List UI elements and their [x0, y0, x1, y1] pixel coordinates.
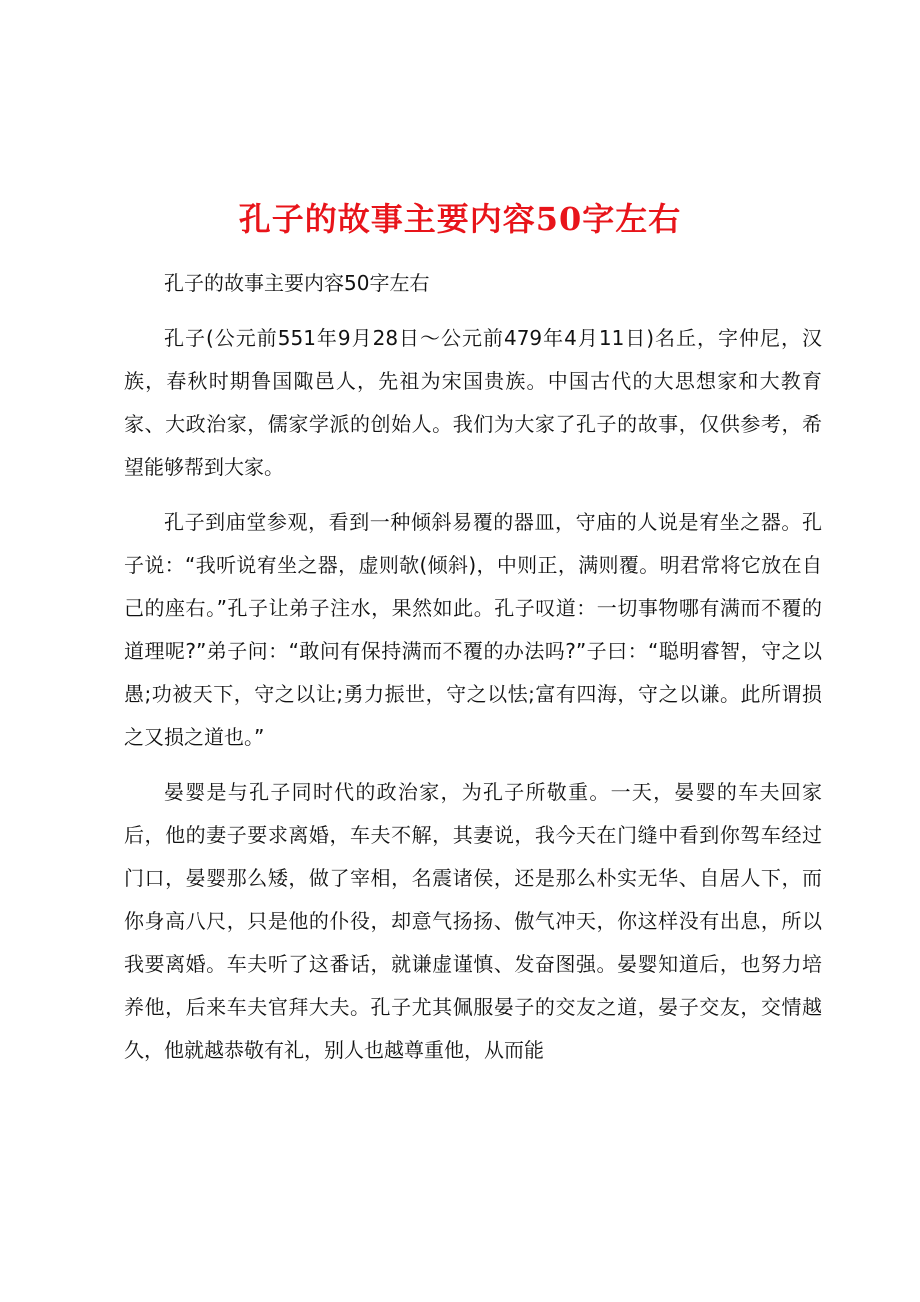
document-body [124, 262, 822, 1084]
paragraph-subtitle: 孔子的故事主要内容50字左右 [164, 271, 430, 295]
document-title: 孔子的故事主要内容50字左右 [238, 200, 682, 238]
paragraph-intro: 孔子(公元前551年9月28日～公元前479年4月11日)名丘，字仲尼，汉族，春秋时期鲁国陬邑人，先祖为宋国贵族。中国古代的大思想家和大教育家、大政治家，儒家学派的创始人。我们为大家了孔子的故事，仅供参考，希望能够帮到大家。 [124, 326, 822, 479]
paragraph-vessel-story: 孔子到庙堂参观，看到一种倾斜易覆的器皿，守庙的人说是宥坐之器。孔子说：“我听说宥坐之器，虚则欹(倾斜)，中则正，满则覆。明君常将它放在自己的座右。”孔子让弟子注水，果然如此。孔子叹道：一切事物哪有满而不覆的道理呢?”弟子问：“敢问有保持满而不覆的办法吗?”子曰：“聪明睿智，守之以愚;功被天下，守之以让;勇力振世，守之以怯;富有四海，守之以谦。此所谓损之又损之道也。” [124, 510, 822, 749]
paragraph-yanying-story: 晏婴是与孔子同时代的政治家，为孔子所敬重。一天，晏婴的车夫回家后，他的妻子要求离婚，车夫不解，其妻说，我今天在门缝中看到你驾车经过门口，晏婴那么矮，做了宰相，名震诸侯，还是那么朴实无华、自居人下，而你身高八尺，只是他的仆役，却意气扬扬、傲气冲天，你这样没有出息，所以我要离婚。车夫听了这番话，就谦虚谨慎、发奋图强。晏婴知道后，也努力培养他，后来车夫官拜大夫。孔子尤其佩服晏子的交友之道，晏子交友，交情越久，他就越恭敬有礼，别人也越尊重他，从而能 [124, 780, 822, 1062]
